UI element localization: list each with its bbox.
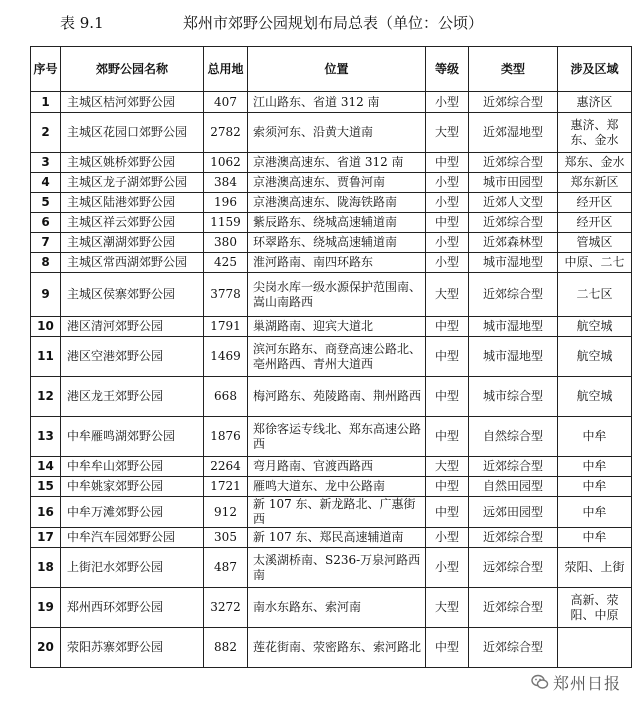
region-cell: 中牟: [558, 457, 632, 477]
grade-cell: 小型: [426, 528, 469, 548]
park-type-cell: 近郊综合型: [469, 153, 558, 173]
park-type-cell: 近郊森林型: [469, 233, 558, 253]
table-row: [31, 377, 632, 417]
park-type-cell: 近郊综合型: [469, 92, 558, 113]
park-type-cell: 自然综合型: [469, 417, 558, 457]
row-index-cell: 16: [31, 497, 61, 528]
header-region: 涉及区域: [558, 47, 632, 92]
grade-cell: 中型: [426, 317, 469, 337]
table-row: [31, 233, 632, 253]
table-row: [31, 317, 632, 337]
watermark-text: 郑州日报: [553, 673, 622, 693]
location-cell: 梅河路东、苑陵路南、荆州路西: [248, 377, 426, 417]
grade-cell: 中型: [426, 213, 469, 233]
grade-cell: 中型: [426, 497, 469, 528]
location-cell: 京港澳高速东、贾鲁河南: [248, 173, 426, 193]
row-index-cell: 6: [31, 213, 61, 233]
total-area-cell: 407: [204, 92, 248, 113]
region-cell: 惠济、郑东、金水: [558, 113, 632, 153]
row-index-cell: 7: [31, 233, 61, 253]
park-name-cell: 中牟汽车园郊野公园: [61, 528, 204, 548]
table-row: [31, 528, 632, 548]
region-cell: 荥阳、上街: [558, 548, 632, 588]
grade-cell: 小型: [426, 253, 469, 273]
location-cell: 雁鸣大道东、龙中公路南: [248, 477, 426, 497]
location-cell: 京港澳高速东、陇海铁路南: [248, 193, 426, 213]
location-cell: 莲花街南、荥密路东、索河路北: [248, 628, 426, 668]
page-title: 郑州市郊野公园规划布局总表（单位：公顷）: [183, 14, 484, 32]
region-cell: 中牟: [558, 497, 632, 528]
total-area-cell: 3272: [204, 588, 248, 628]
park-name-cell: 港区清河郊野公园: [61, 317, 204, 337]
park-type-cell: 城市湿地型: [469, 317, 558, 337]
park-name-cell: 主城区龙子湖郊野公园: [61, 173, 204, 193]
total-area-cell: 882: [204, 628, 248, 668]
total-area-cell: 384: [204, 173, 248, 193]
header-location: 位置: [248, 47, 426, 92]
park-name-cell: 主城区侯寨郊野公园: [61, 273, 204, 317]
grade-cell: 大型: [426, 273, 469, 317]
grade-cell: 大型: [426, 113, 469, 153]
table-row: [31, 193, 632, 213]
region-cell: 中牟: [558, 528, 632, 548]
grade-cell: 大型: [426, 457, 469, 477]
park-type-cell: 近郊综合型: [469, 528, 558, 548]
grade-cell: 中型: [426, 153, 469, 173]
park-name-cell: 主城区桔河郊野公园: [61, 92, 204, 113]
region-cell: 航空城: [558, 317, 632, 337]
location-cell: 郑徐客运专线北、郑东高速公路西: [248, 417, 426, 457]
park-type-cell: 近郊综合型: [469, 457, 558, 477]
table-row: [31, 548, 632, 588]
grade-cell: 小型: [426, 92, 469, 113]
total-area-cell: 1062: [204, 153, 248, 173]
park-name-cell: 主城区花园口郊野公园: [61, 113, 204, 153]
header-total-area: 总用地: [204, 47, 248, 92]
header-grade: 等级: [426, 47, 469, 92]
table-row: [31, 457, 632, 477]
row-index-cell: 14: [31, 457, 61, 477]
table-row: [31, 417, 632, 457]
region-cell: 郑东新区: [558, 173, 632, 193]
grade-cell: 中型: [426, 377, 469, 417]
park-name-cell: 主城区祥云郊野公园: [61, 213, 204, 233]
total-area-cell: 1159: [204, 213, 248, 233]
park-type-cell: 近郊综合型: [469, 628, 558, 668]
header-type: 类型: [469, 47, 558, 92]
row-index-cell: 15: [31, 477, 61, 497]
location-cell: 尖岗水库一级水源保护范围南、嵩山南路西: [248, 273, 426, 317]
total-area-cell: 1469: [204, 337, 248, 377]
park-name-cell: 主城区陆港郊野公园: [61, 193, 204, 213]
region-cell: 高新、荥阳、中原: [558, 588, 632, 628]
location-cell: 弯月路南、官渡西路西: [248, 457, 426, 477]
table-label: 表 9.1: [60, 14, 104, 32]
park-type-cell: 近郊湿地型: [469, 113, 558, 153]
location-cell: 淮河路南、南四环路东: [248, 253, 426, 273]
total-area-cell: 1876: [204, 417, 248, 457]
table-row: [31, 153, 632, 173]
park-type-cell: 近郊综合型: [469, 213, 558, 233]
location-cell: 紫辰路东、绕城高速辅道南: [248, 213, 426, 233]
table-row: [31, 273, 632, 317]
page-header: [0, 0, 640, 46]
grade-cell: 小型: [426, 173, 469, 193]
row-index-cell: 3: [31, 153, 61, 173]
row-index-cell: 2: [31, 113, 61, 153]
row-index-cell: 17: [31, 528, 61, 548]
grade-cell: 中型: [426, 477, 469, 497]
region-cell: 郑东、金水: [558, 153, 632, 173]
row-index-cell: 1: [31, 92, 61, 113]
row-index-cell: 11: [31, 337, 61, 377]
park-type-cell: 城市田园型: [469, 173, 558, 193]
park-name-cell: 郑州西环郊野公园: [61, 588, 204, 628]
park-name-cell: 中牟姚家郊野公园: [61, 477, 204, 497]
watermark: [527, 669, 625, 695]
table-header-row: [31, 47, 632, 92]
total-area-cell: 425: [204, 253, 248, 273]
row-index-cell: 10: [31, 317, 61, 337]
region-cell: 航空城: [558, 377, 632, 417]
wechat-icon: [531, 673, 549, 691]
table-row: [31, 628, 632, 668]
row-index-cell: 13: [31, 417, 61, 457]
total-area-cell: 2264: [204, 457, 248, 477]
park-name-cell: 荥阳苏寨郊野公园: [61, 628, 204, 668]
grade-cell: 中型: [426, 417, 469, 457]
location-cell: 太溪湖桥南、S236-万泉河路西南: [248, 548, 426, 588]
park-type-cell: 城市湿地型: [469, 253, 558, 273]
grade-cell: 小型: [426, 233, 469, 253]
region-cell: 惠济区: [558, 92, 632, 113]
park-type-cell: 远郊综合型: [469, 548, 558, 588]
location-cell: 巢湖路南、迎宾大道北: [248, 317, 426, 337]
table-row: [31, 213, 632, 233]
region-cell: 管城区: [558, 233, 632, 253]
park-type-cell: 城市综合型: [469, 377, 558, 417]
row-index-cell: 19: [31, 588, 61, 628]
grade-cell: 中型: [426, 628, 469, 668]
region-cell: 中牟: [558, 477, 632, 497]
table-row: [31, 477, 632, 497]
location-cell: 京港澳高速东、省道 312 南: [248, 153, 426, 173]
row-index-cell: 20: [31, 628, 61, 668]
region-cell: [558, 628, 632, 668]
region-cell: 经开区: [558, 213, 632, 233]
table-row: [31, 588, 632, 628]
location-cell: 索须河东、沿黄大道南: [248, 113, 426, 153]
park-type-cell: 近郊人文型: [469, 193, 558, 213]
region-cell: 航空城: [558, 337, 632, 377]
park-type-cell: 近郊综合型: [469, 273, 558, 317]
total-area-cell: 380: [204, 233, 248, 253]
park-name-cell: 中牟万滩郊野公园: [61, 497, 204, 528]
location-cell: 江山路东、省道 312 南: [248, 92, 426, 113]
location-cell: 新 107 东、新龙路北、广惠街西: [248, 497, 426, 528]
total-area-cell: 2782: [204, 113, 248, 153]
row-index-cell: 18: [31, 548, 61, 588]
location-cell: 新 107 东、郑民高速辅道南: [248, 528, 426, 548]
total-area-cell: 196: [204, 193, 248, 213]
header-park-name: 郊野公园名称: [61, 47, 204, 92]
park-name-cell: 上街汜水郊野公园: [61, 548, 204, 588]
location-cell: 环翠路东、绕城高速辅道南: [248, 233, 426, 253]
total-area-cell: 912: [204, 497, 248, 528]
table-row: [31, 92, 632, 113]
total-area-cell: 305: [204, 528, 248, 548]
grade-cell: 中型: [426, 337, 469, 377]
park-plan-table: [30, 46, 632, 668]
total-area-cell: 3778: [204, 273, 248, 317]
region-cell: 经开区: [558, 193, 632, 213]
park-type-cell: 城市湿地型: [469, 337, 558, 377]
total-area-cell: 487: [204, 548, 248, 588]
table-row: [31, 337, 632, 377]
park-name-cell: 中牟雁鸣湖郊野公园: [61, 417, 204, 457]
table-row: [31, 113, 632, 153]
park-name-cell: 主城区潮湖郊野公园: [61, 233, 204, 253]
table-row: [31, 173, 632, 193]
park-name-cell: 港区龙王郊野公园: [61, 377, 204, 417]
park-type-cell: 远郊田园型: [469, 497, 558, 528]
row-index-cell: 9: [31, 273, 61, 317]
location-cell: 南水东路东、索河南: [248, 588, 426, 628]
total-area-cell: 1721: [204, 477, 248, 497]
row-index-cell: 12: [31, 377, 61, 417]
park-name-cell: 主城区常西湖郊野公园: [61, 253, 204, 273]
region-cell: 二七区: [558, 273, 632, 317]
row-index-cell: 4: [31, 173, 61, 193]
table-row: [31, 497, 632, 528]
row-index-cell: 5: [31, 193, 61, 213]
table-row: [31, 253, 632, 273]
park-name-cell: 中牟牟山郊野公园: [61, 457, 204, 477]
region-cell: 中牟: [558, 417, 632, 457]
park-name-cell: 主城区姚桥郊野公园: [61, 153, 204, 173]
row-index-cell: 8: [31, 253, 61, 273]
location-cell: 滨河东路东、商登高速公路北、亳州路西、青州大道西: [248, 337, 426, 377]
grade-cell: 大型: [426, 588, 469, 628]
region-cell: 中原、二七: [558, 253, 632, 273]
header-index: 序号: [31, 47, 61, 92]
total-area-cell: 1791: [204, 317, 248, 337]
total-area-cell: 668: [204, 377, 248, 417]
grade-cell: 小型: [426, 193, 469, 213]
park-type-cell: 自然田园型: [469, 477, 558, 497]
park-type-cell: 近郊综合型: [469, 588, 558, 628]
grade-cell: 小型: [426, 548, 469, 588]
park-name-cell: 港区空港郊野公园: [61, 337, 204, 377]
